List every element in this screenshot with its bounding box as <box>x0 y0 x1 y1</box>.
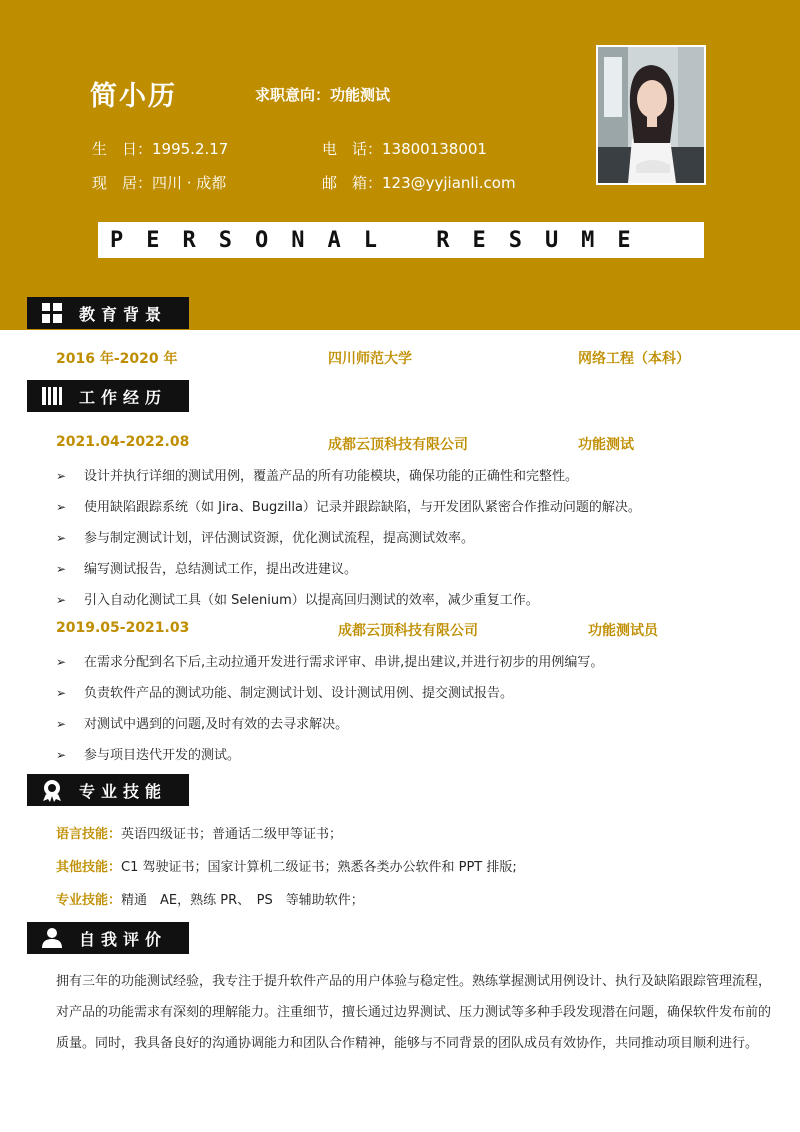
education-school: 四川师范大学 <box>328 351 412 367</box>
birth-date: 生 日：1995.2.17 <box>92 140 229 158</box>
job-intention: 求职意向：功能测试 <box>255 86 391 104</box>
work-2-item: ➢ 负责软件产品的测试功能、制定测试计划、设计测试用例、提交测试报告。 <box>56 686 514 701</box>
work-2-role: 功能测试员 <box>588 623 658 639</box>
work-1-item: ➢ 引入自动化测试工具（如 Selenium）以提高回归测试的效率，减少重复工作。 <box>56 593 539 608</box>
self-evaluation-text: 拥有三年的功能测试经验，我专注于提升软件产品的用户体验与稳定性。熟练掌握测试用例设计、执行及缺陷跟踪管理流程，对产品的功能需求有深刻的理解能力。注重细节，擅长通过边界测试、压力测试等多种手段发现潜在问题，确保软件发布前的质量。同时，我具备良好的沟通协调能力和团队合作精神，能够与不同背景的团队成员有效协作，共同推动项目顺利进行。 <box>56 974 772 1051</box>
work-1-item: ➢ 设计并执行详细的测试用例，覆盖产品的所有功能模块，确保功能的正确性和完整性。 <box>56 469 579 484</box>
work-1-role: 功能测试 <box>578 437 634 453</box>
work-1-item: ➢ 使用缺陷跟踪系统（如 Jira、Bugzilla）记录并跟踪缺陷，与开发团队紧密合作推动问题的解决。 <box>56 500 641 515</box>
award-icon <box>37 774 67 806</box>
section-work-title: 工作经历 <box>79 387 168 407</box>
work-1-item: ➢ 编写测试报告，总结测试工作，提出改进建议。 <box>56 562 358 577</box>
work-1-period: 2021.04-2022.08 <box>56 434 190 450</box>
residence: 现 居：四川 · 成都 <box>92 174 227 192</box>
email-address: 邮 箱：123@yyjianli.com <box>322 174 516 192</box>
skill-other: 其他技能：C1 驾驶证书；国家计算机二级证书；熟悉各类办公软件和 PPT 排版; <box>56 860 517 875</box>
profile-photo-illustration <box>598 47 704 183</box>
education-period: 2016 年-2020 年 <box>56 351 178 367</box>
books-icon <box>37 380 67 412</box>
work-2-period: 2019.05-2021.03 <box>56 620 190 636</box>
section-work <box>27 380 189 412</box>
work-1-company: 成都云顶科技有限公司 <box>328 437 468 453</box>
person-icon <box>37 922 67 954</box>
section-evaluation <box>27 922 189 954</box>
work-2-item: ➢ 在需求分配到名下后,主动拉通开发进行需求评审、串讲,提出建议,并进行初步的用例编写。 <box>56 655 604 670</box>
work-2-item: ➢ 参与项目迭代开发的测试。 <box>56 748 241 763</box>
work-2-item: ➢ 对测试中遇到的问题,及时有效的去寻求解决。 <box>56 717 349 732</box>
profile-photo <box>596 45 706 185</box>
banner-text: PERSONAL RESUME <box>110 227 654 253</box>
section-skills-title: 专业技能 <box>79 781 168 801</box>
skill-language: 语言技能：英语四级证书；普通话二级甲等证书； <box>56 827 343 842</box>
section-education <box>27 297 189 329</box>
education-major: 网络工程（本科） <box>578 351 690 367</box>
work-1-item: ➢ 参与制定测试计划，评估测试资源，优化测试流程，提高测试效率。 <box>56 531 475 546</box>
section-skills <box>27 774 189 806</box>
skill-professional: 专业技能：精通 AE，熟练 PR、 PS 等辅助软件； <box>56 893 364 908</box>
phone-number: 电 话：13800138001 <box>322 140 487 158</box>
section-evaluation-title: 自我评价 <box>79 929 168 949</box>
personal-resume-banner <box>98 222 704 258</box>
grid-icon <box>37 297 67 329</box>
section-education-title: 教育背景 <box>79 304 168 324</box>
work-2-company: 成都云顶科技有限公司 <box>338 623 478 639</box>
candidate-name: 简小历 <box>90 81 177 112</box>
